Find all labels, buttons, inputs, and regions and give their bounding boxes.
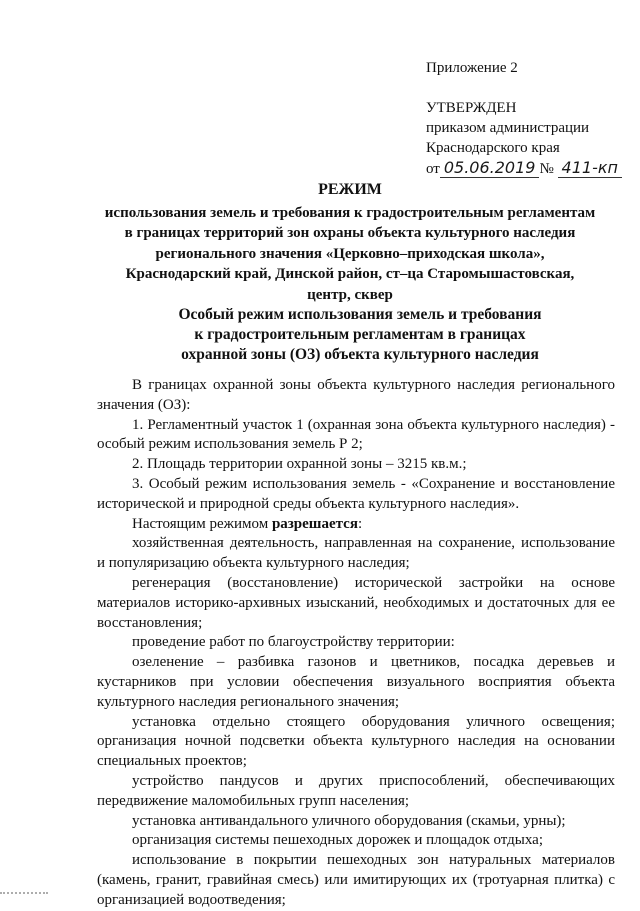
- title-line: использования земель и требования к градостроительным регламентам: [104, 204, 596, 221]
- paragraph: установка антивандального уличного оборудования (скамьи, урны);: [132, 812, 566, 829]
- handwritten-date: 05.06.2019: [440, 158, 540, 178]
- permitted-prefix: Настоящим режимом: [132, 515, 269, 532]
- paragraph-permitted: [97, 515, 615, 535]
- permitted-suffix: :: [357, 515, 363, 532]
- paragraph: регенерация (восстановление) исторической застройки на основе материалов историко-архивных изысканий, необходимых и достаточных для ее восстановления;: [97, 574, 615, 631]
- paragraph: озеленение – разбивка газонов и цветников, посадка деревьев и кустарников при условии обеспечения визуального восприятия объекта культурного наследия регионального значения;: [97, 654, 615, 710]
- title-line: центр, сквер: [307, 286, 393, 303]
- document-title: [100, 180, 600, 305]
- paragraph: хозяйственная деятельность, направленная на сохранение, использование и популяризацию объекта культурного наследия;: [97, 535, 615, 572]
- approval-block: [426, 58, 622, 179]
- date-prefix: от: [426, 161, 440, 177]
- section-heading: [150, 305, 570, 365]
- title-main: РЕЖИМ: [318, 181, 382, 198]
- scan-artifact: [0, 892, 48, 900]
- paragraph: организация системы пешеходных дорожек и площадок отдыха;: [132, 832, 543, 849]
- section-heading-line: Особый режим использования земель и требования: [178, 306, 542, 323]
- approved-label: УТВЕРЖДЕН: [426, 100, 517, 116]
- paragraph: проведение работ по благоустройству территории:: [132, 634, 455, 651]
- section-heading-line: охранной зоны (ОЗ) объекта культурного наследия: [181, 346, 539, 363]
- title-line: Краснодарский край, Динской район, ст–ца Старомышастовская,: [125, 266, 575, 282]
- paragraph: В границах охранной зоны объекта культурного наследия регионального значения (ОЗ):: [97, 377, 615, 413]
- approval-line-1: приказом администрации: [426, 120, 590, 136]
- approval-date-line: [426, 158, 622, 179]
- paragraph: 1. Регламентный участок 1 (охранная зона объекта культурного наследия) - особый режим использования земель Р 2;: [97, 416, 615, 453]
- appendix-label: Приложение 2: [426, 60, 518, 76]
- section-heading-line: к градостроительным регламентам в границах: [194, 326, 526, 343]
- approval-line-2: Краснодарского края: [426, 140, 560, 156]
- title-line: в границах территорий зон охраны объекта культурного наследия: [124, 225, 576, 241]
- paragraph: использование в покрытии пешеходных зон натуральных материалов (камень, гранит, гравийная смесь) или имитирующих их (тротуарная плитка) с организацией водоотведения;: [97, 852, 615, 908]
- title-line: регионального значения «Церковно–приходская школа»,: [155, 245, 545, 262]
- paragraph: устройство пандусов и других приспособлений, обеспечивающих передвижение маломобильных групп населения;: [97, 772, 615, 809]
- paragraph: установка отдельно стоящего оборудования уличного освещения; организация ночной подсветки объекта культурного наследия на основании специальных проектов;: [97, 713, 615, 770]
- permitted-keyword: разрешается: [271, 515, 358, 532]
- number-prefix: №: [539, 161, 554, 177]
- paragraph: 2. Площадь территории охранной зоны – 3215 кв.м.;: [132, 456, 467, 473]
- paragraph: 3. Особый режим использования земель - «Сохранение и восстановление исторической и природной среды объекта культурного наследия».: [97, 475, 615, 512]
- handwritten-number: 411-кп: [558, 158, 622, 178]
- document-body: [97, 376, 615, 911]
